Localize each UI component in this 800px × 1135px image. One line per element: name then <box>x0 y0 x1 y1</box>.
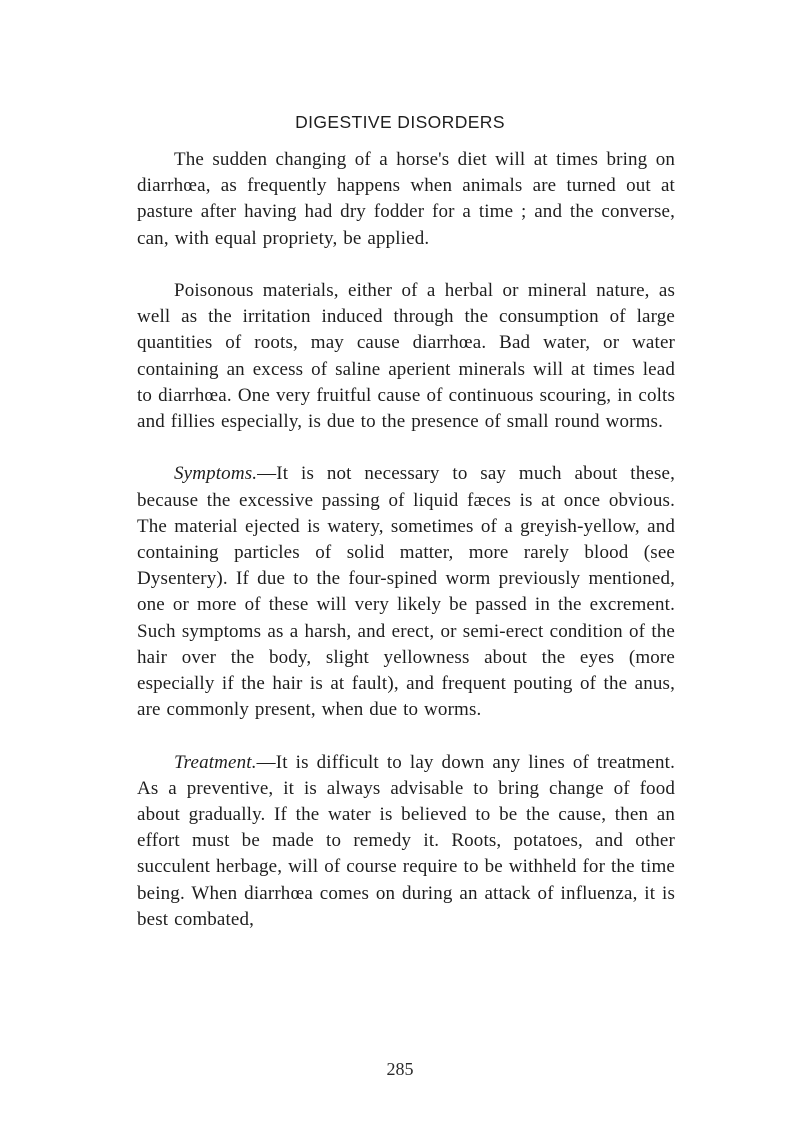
section-lead-symptoms: Symptoms. <box>174 463 258 485</box>
paragraph-treatment <box>137 750 675 933</box>
paragraph-symptoms <box>137 461 675 723</box>
paragraph-causes-diet <box>137 147 675 252</box>
paragraph-text: The sudden changing of a horse's diet will at times bring on diarrhœa, as frequently happens when animals are turned out at pasture after having had dry fodder for a time ; and the converse, can, with equal propriety, be applied. <box>137 149 675 249</box>
paragraph-causes-poisons <box>137 278 675 435</box>
body-text <box>137 147 675 959</box>
running-head: DIGESTIVE DISORDERS <box>295 112 505 132</box>
paragraph-text: —It is difficult to lay down any lines of treatment. As a preventive, it is always advisable to bring change of food about gradually. If the water is believed to be the cause, then an effort must be made to remedy it. Roots, potatoes, and other succulent herbage, will of course require to be withheld for the time being. When diarrhœa comes on during an attack of influenza, it is best combated, <box>137 751 675 930</box>
section-lead-treatment: Treatment. <box>174 751 257 773</box>
paragraph-text: Poisonous materials, either of a herbal or mineral nature, as well as the irritation induced through the consumption of large quantities of roots, may cause diarrhœa. Bad water, or water containing an excess of saline aperient minerals will at times lead to diarrhœa. One very fruitful cause of continuous scouring, in colts and fillies especially, is due to the presence of small round worms. <box>137 280 675 433</box>
paragraph-text: —It is not necessary to say much about these, because the excessive passing of liquid fæces is at once obvious. The material ejected is watery, sometimes of a greyish-yellow, and containing particles of solid matter, more rarely blood (see Dysentery). If due to the four-spined worm previously mentioned, one or more of these will very likely be passed in the excrement. Such symptoms as a harsh, and erect, or semi-erect condition of the hair over the body, slight yellowness about the eyes (more especially if the hair is at fault), and frequent pouting of the anus, are commonly present, when due to worms. <box>137 463 675 721</box>
page-number: 285 <box>386 1059 414 1079</box>
